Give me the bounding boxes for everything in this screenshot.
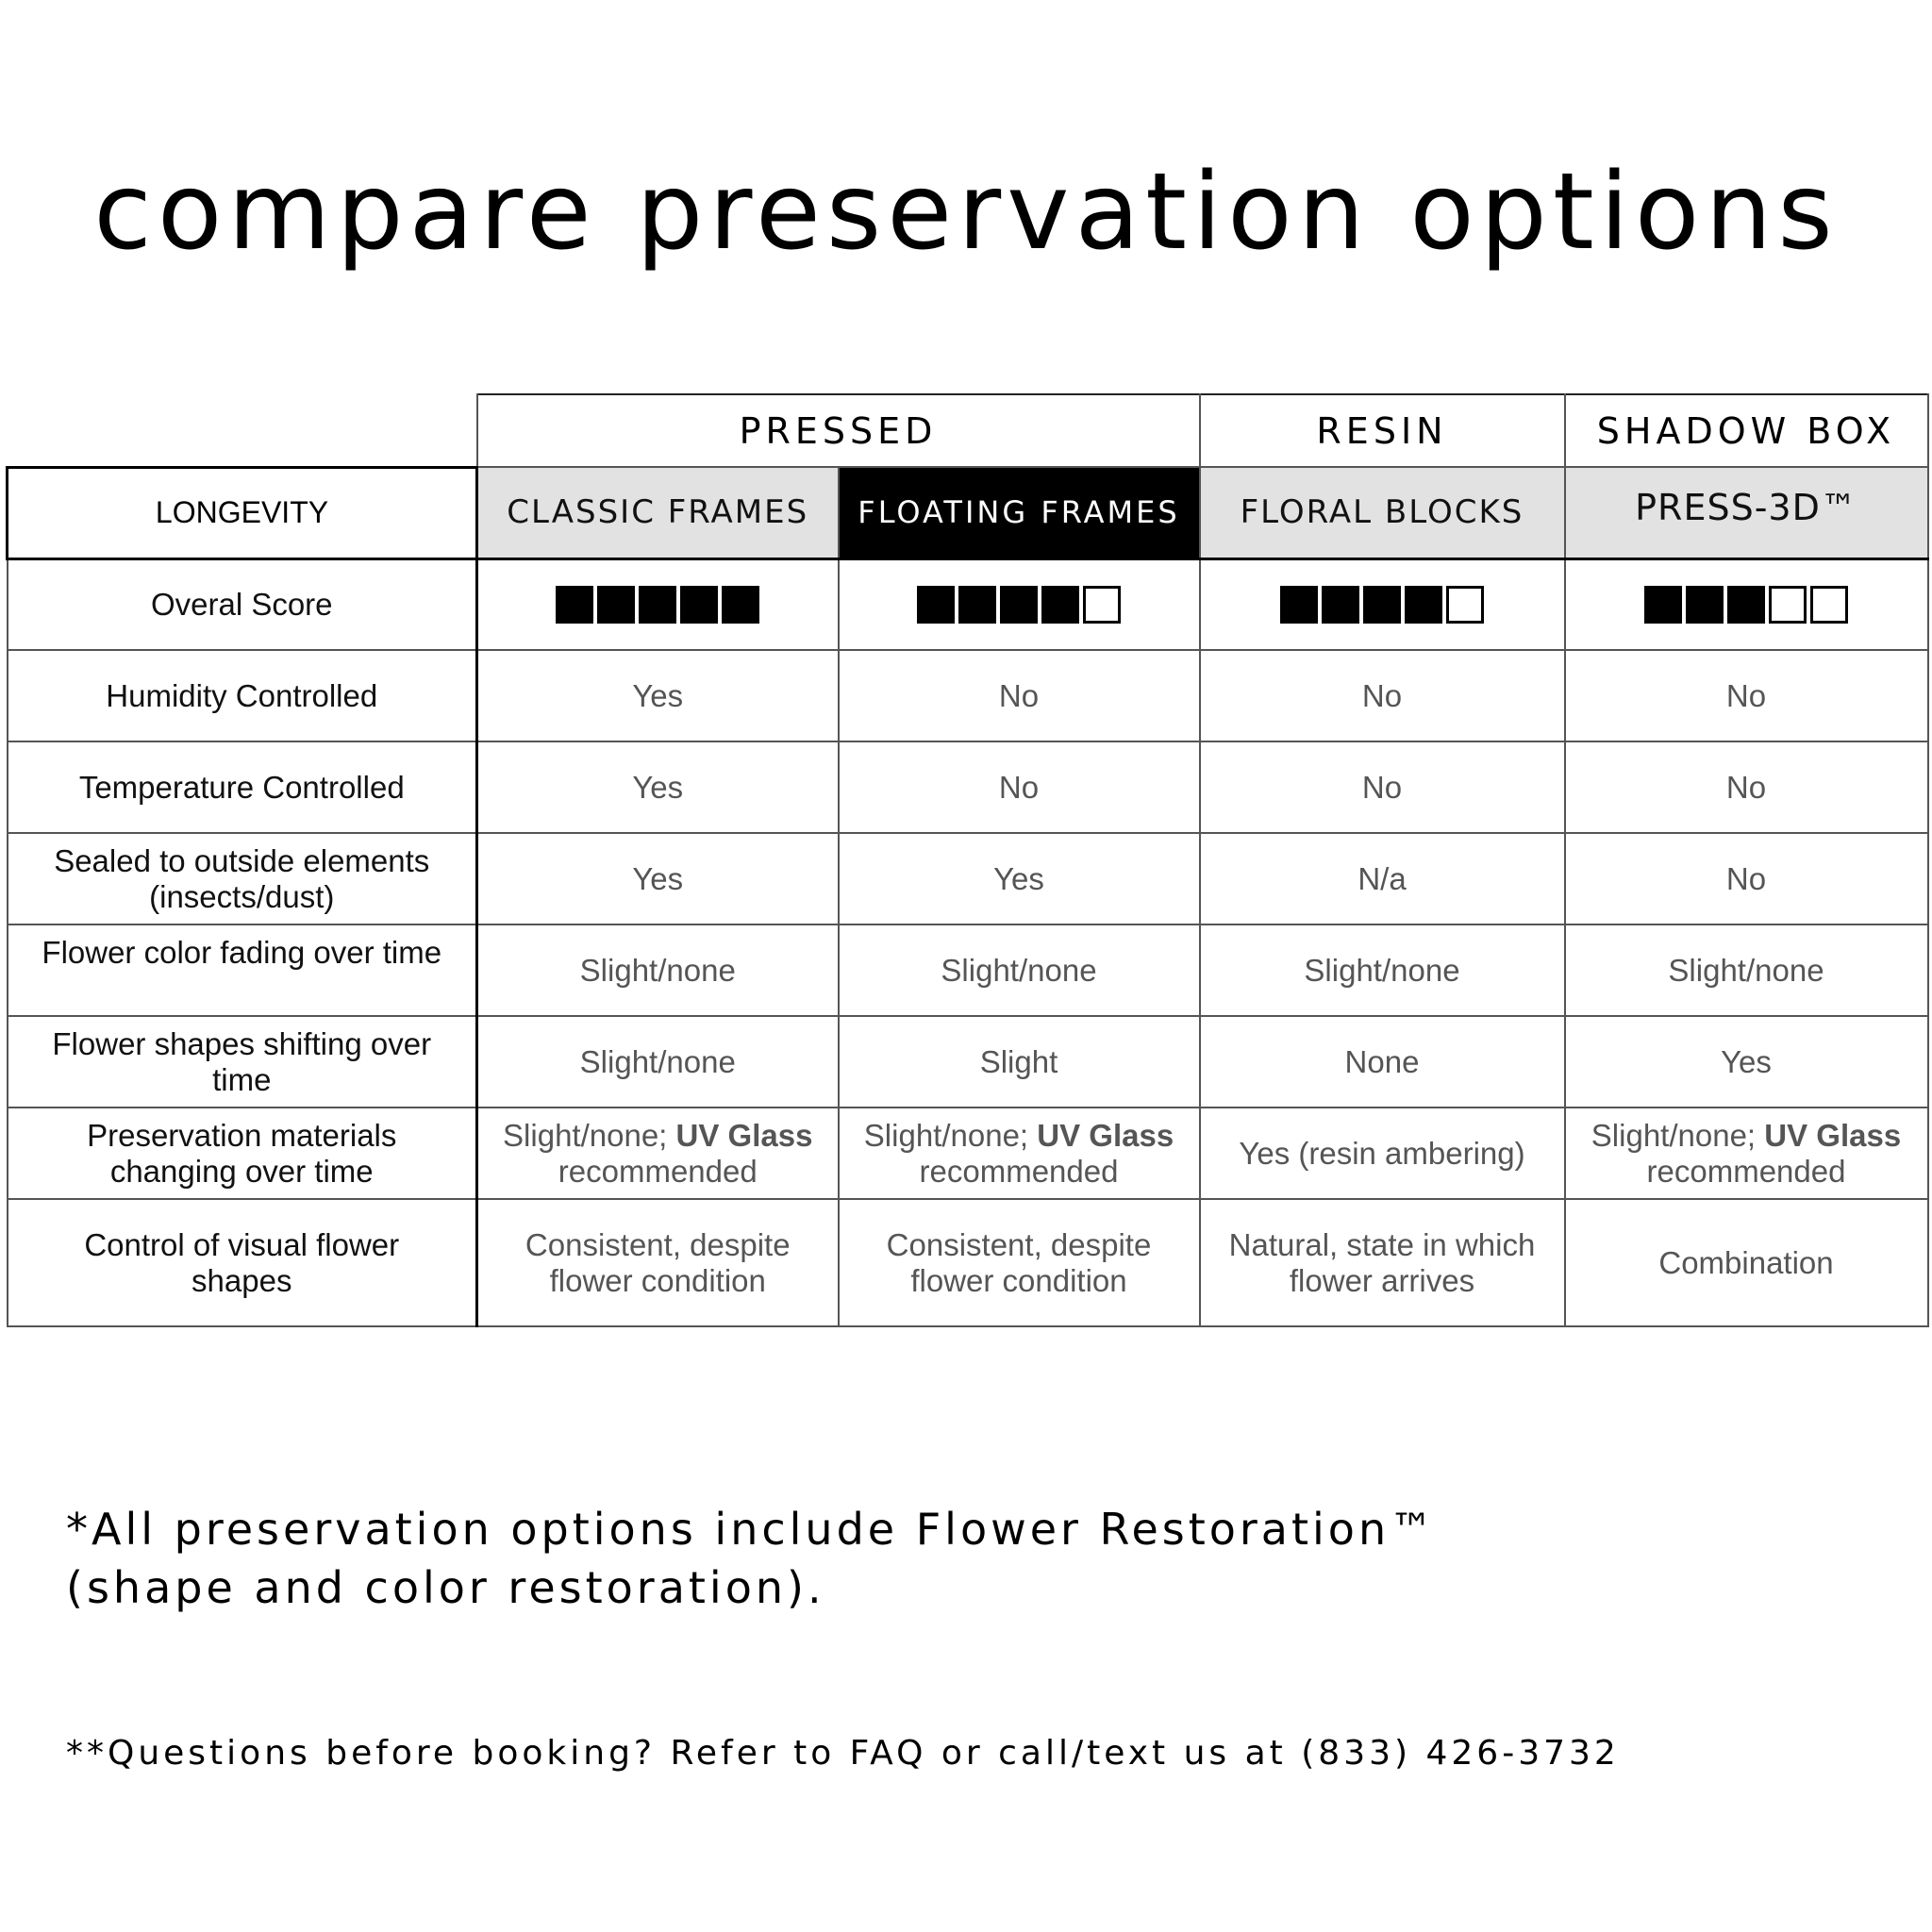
value-cell: Slight/none [1565, 924, 1928, 1016]
row-label-line: time [212, 1061, 272, 1097]
score-rating [554, 586, 761, 624]
row-label [8, 1199, 477, 1326]
value-text: Slight/none; [503, 1117, 676, 1153]
value-cell: No [839, 741, 1200, 833]
row-label-line: shapes [192, 1262, 292, 1298]
value-cell [477, 1108, 839, 1199]
value-cell [477, 1199, 839, 1326]
value-cell [1565, 1108, 1928, 1199]
score-box-filled [1363, 586, 1401, 624]
value-text: recommended [558, 1153, 758, 1189]
value-cell [1565, 1199, 1928, 1326]
score-cell [477, 558, 839, 650]
product-floral-blocks: FLORAL BLOCKS [1200, 467, 1565, 558]
value-text: Combination [1658, 1244, 1834, 1280]
score-box-empty [1810, 586, 1848, 624]
product-classic-frames: CLASSIC FRAMES [477, 467, 839, 558]
score-box-filled [597, 586, 635, 624]
value-cell: Yes [477, 741, 839, 833]
value-cell: Yes [477, 833, 839, 924]
table-row [8, 650, 1928, 741]
category-shadow-box: SHADOW BOX [1565, 394, 1928, 467]
restoration-note-line: (shape and color restoration). [66, 1562, 825, 1613]
value-emphasis: UV Glass [1764, 1117, 1902, 1153]
table-row [8, 1016, 1928, 1108]
category-header-row [8, 394, 1928, 467]
value-cell: No [839, 650, 1200, 741]
value-cell: No [1565, 650, 1928, 741]
row-label: Temperature Controlled [8, 741, 477, 833]
score-box-filled [1000, 586, 1038, 624]
value-text: recommended [1646, 1153, 1846, 1189]
row-label [8, 1016, 477, 1108]
table-row [8, 924, 1928, 1016]
value-cell: Slight/none [477, 1016, 839, 1108]
value-cell [839, 1199, 1200, 1326]
score-box-empty [1769, 586, 1807, 624]
row-label-line: Preservation materials [87, 1117, 397, 1153]
value-text: Slight/none; [1591, 1117, 1765, 1153]
value-cell: No [1565, 741, 1928, 833]
score-rating [1278, 586, 1486, 624]
row-label: Humidity Controlled [8, 650, 477, 741]
score-cell [1200, 558, 1565, 650]
category-pressed: PRESSED [477, 394, 1200, 467]
value-text: flower arrives [1289, 1262, 1475, 1298]
value-cell [1200, 1199, 1565, 1326]
value-cell: None [1200, 1016, 1565, 1108]
restoration-note-line: *All preservation options include Flower Restoration™ [66, 1504, 1438, 1555]
score-box-filled [1322, 586, 1359, 624]
score-box-filled [1280, 586, 1318, 624]
value-emphasis: UV Glass [675, 1117, 813, 1153]
score-box-filled [639, 586, 676, 624]
score-box-filled [680, 586, 718, 624]
value-text: recommended [919, 1153, 1119, 1189]
score-row [8, 558, 1928, 650]
value-cell: Slight [839, 1016, 1200, 1108]
score-box-empty [1083, 586, 1121, 624]
row-label: Overal Score [8, 558, 477, 650]
value-cell: Yes [477, 650, 839, 741]
row-label-line: changing over time [109, 1153, 374, 1189]
category-resin: RESIN [1200, 394, 1565, 467]
row-label-line: Flower shapes shifting over [52, 1025, 432, 1061]
value-text: Consistent, despite [886, 1226, 1152, 1262]
score-box-filled [1644, 586, 1682, 624]
value-cell: Slight/none [477, 924, 839, 1016]
row-label [8, 1108, 477, 1199]
row-label [8, 833, 477, 924]
value-text: flower condition [910, 1262, 1127, 1298]
score-box-filled [958, 586, 996, 624]
row-label-line: (insects/dust) [149, 878, 335, 914]
product-header-row [8, 467, 1928, 558]
score-box-filled [556, 586, 593, 624]
comparison-table [6, 393, 1929, 1327]
value-text: Slight/none; [863, 1117, 1038, 1153]
score-cell [839, 558, 1200, 650]
value-emphasis: UV Glass [1037, 1117, 1174, 1153]
score-rating [915, 586, 1123, 624]
restoration-note [66, 1500, 1437, 1617]
value-text: Natural, state in which [1228, 1226, 1536, 1262]
contact-note: **Questions before booking? Refer to FAQ or call/text us at (833) 426-3732 [66, 1734, 1620, 1773]
row-label-line: Control of visual flower [84, 1226, 400, 1262]
table-row [8, 1108, 1928, 1199]
value-cell: No [1200, 741, 1565, 833]
score-cell [1565, 558, 1928, 650]
score-box-filled [1686, 586, 1724, 624]
value-cell: Yes [1565, 1016, 1928, 1108]
score-box-filled [1405, 586, 1442, 624]
score-box-empty [1446, 586, 1484, 624]
value-cell: No [1565, 833, 1928, 924]
product-press-3d: PRESS-3D™ [1565, 467, 1928, 558]
table-row [8, 833, 1928, 924]
score-box-filled [917, 586, 955, 624]
value-cell [839, 1108, 1200, 1199]
table-row [8, 1199, 1928, 1326]
value-cell: Yes [839, 833, 1200, 924]
value-cell: Slight/none [839, 924, 1200, 1016]
value-text: flower condition [549, 1262, 766, 1298]
score-box-filled [722, 586, 759, 624]
row-label-line: Sealed to outside elements [54, 842, 430, 878]
row-label: Flower color fading over time [8, 924, 477, 1016]
value-text: Yes (resin ambering) [1239, 1135, 1525, 1171]
value-text: Consistent, despite [525, 1226, 791, 1262]
score-box-filled [1727, 586, 1765, 624]
value-cell: N/a [1200, 833, 1565, 924]
value-cell: No [1200, 650, 1565, 741]
value-cell: Slight/none [1200, 924, 1565, 1016]
score-box-filled [1041, 586, 1079, 624]
product-floating-frames: FLOATING FRAMES [839, 467, 1200, 558]
page-title: compare preservation options [93, 151, 1839, 274]
table-row [8, 741, 1928, 833]
blank-corner-cell [8, 394, 477, 467]
value-cell [1200, 1108, 1565, 1199]
score-rating [1642, 586, 1850, 624]
longevity-label: LONGEVITY [8, 467, 477, 558]
